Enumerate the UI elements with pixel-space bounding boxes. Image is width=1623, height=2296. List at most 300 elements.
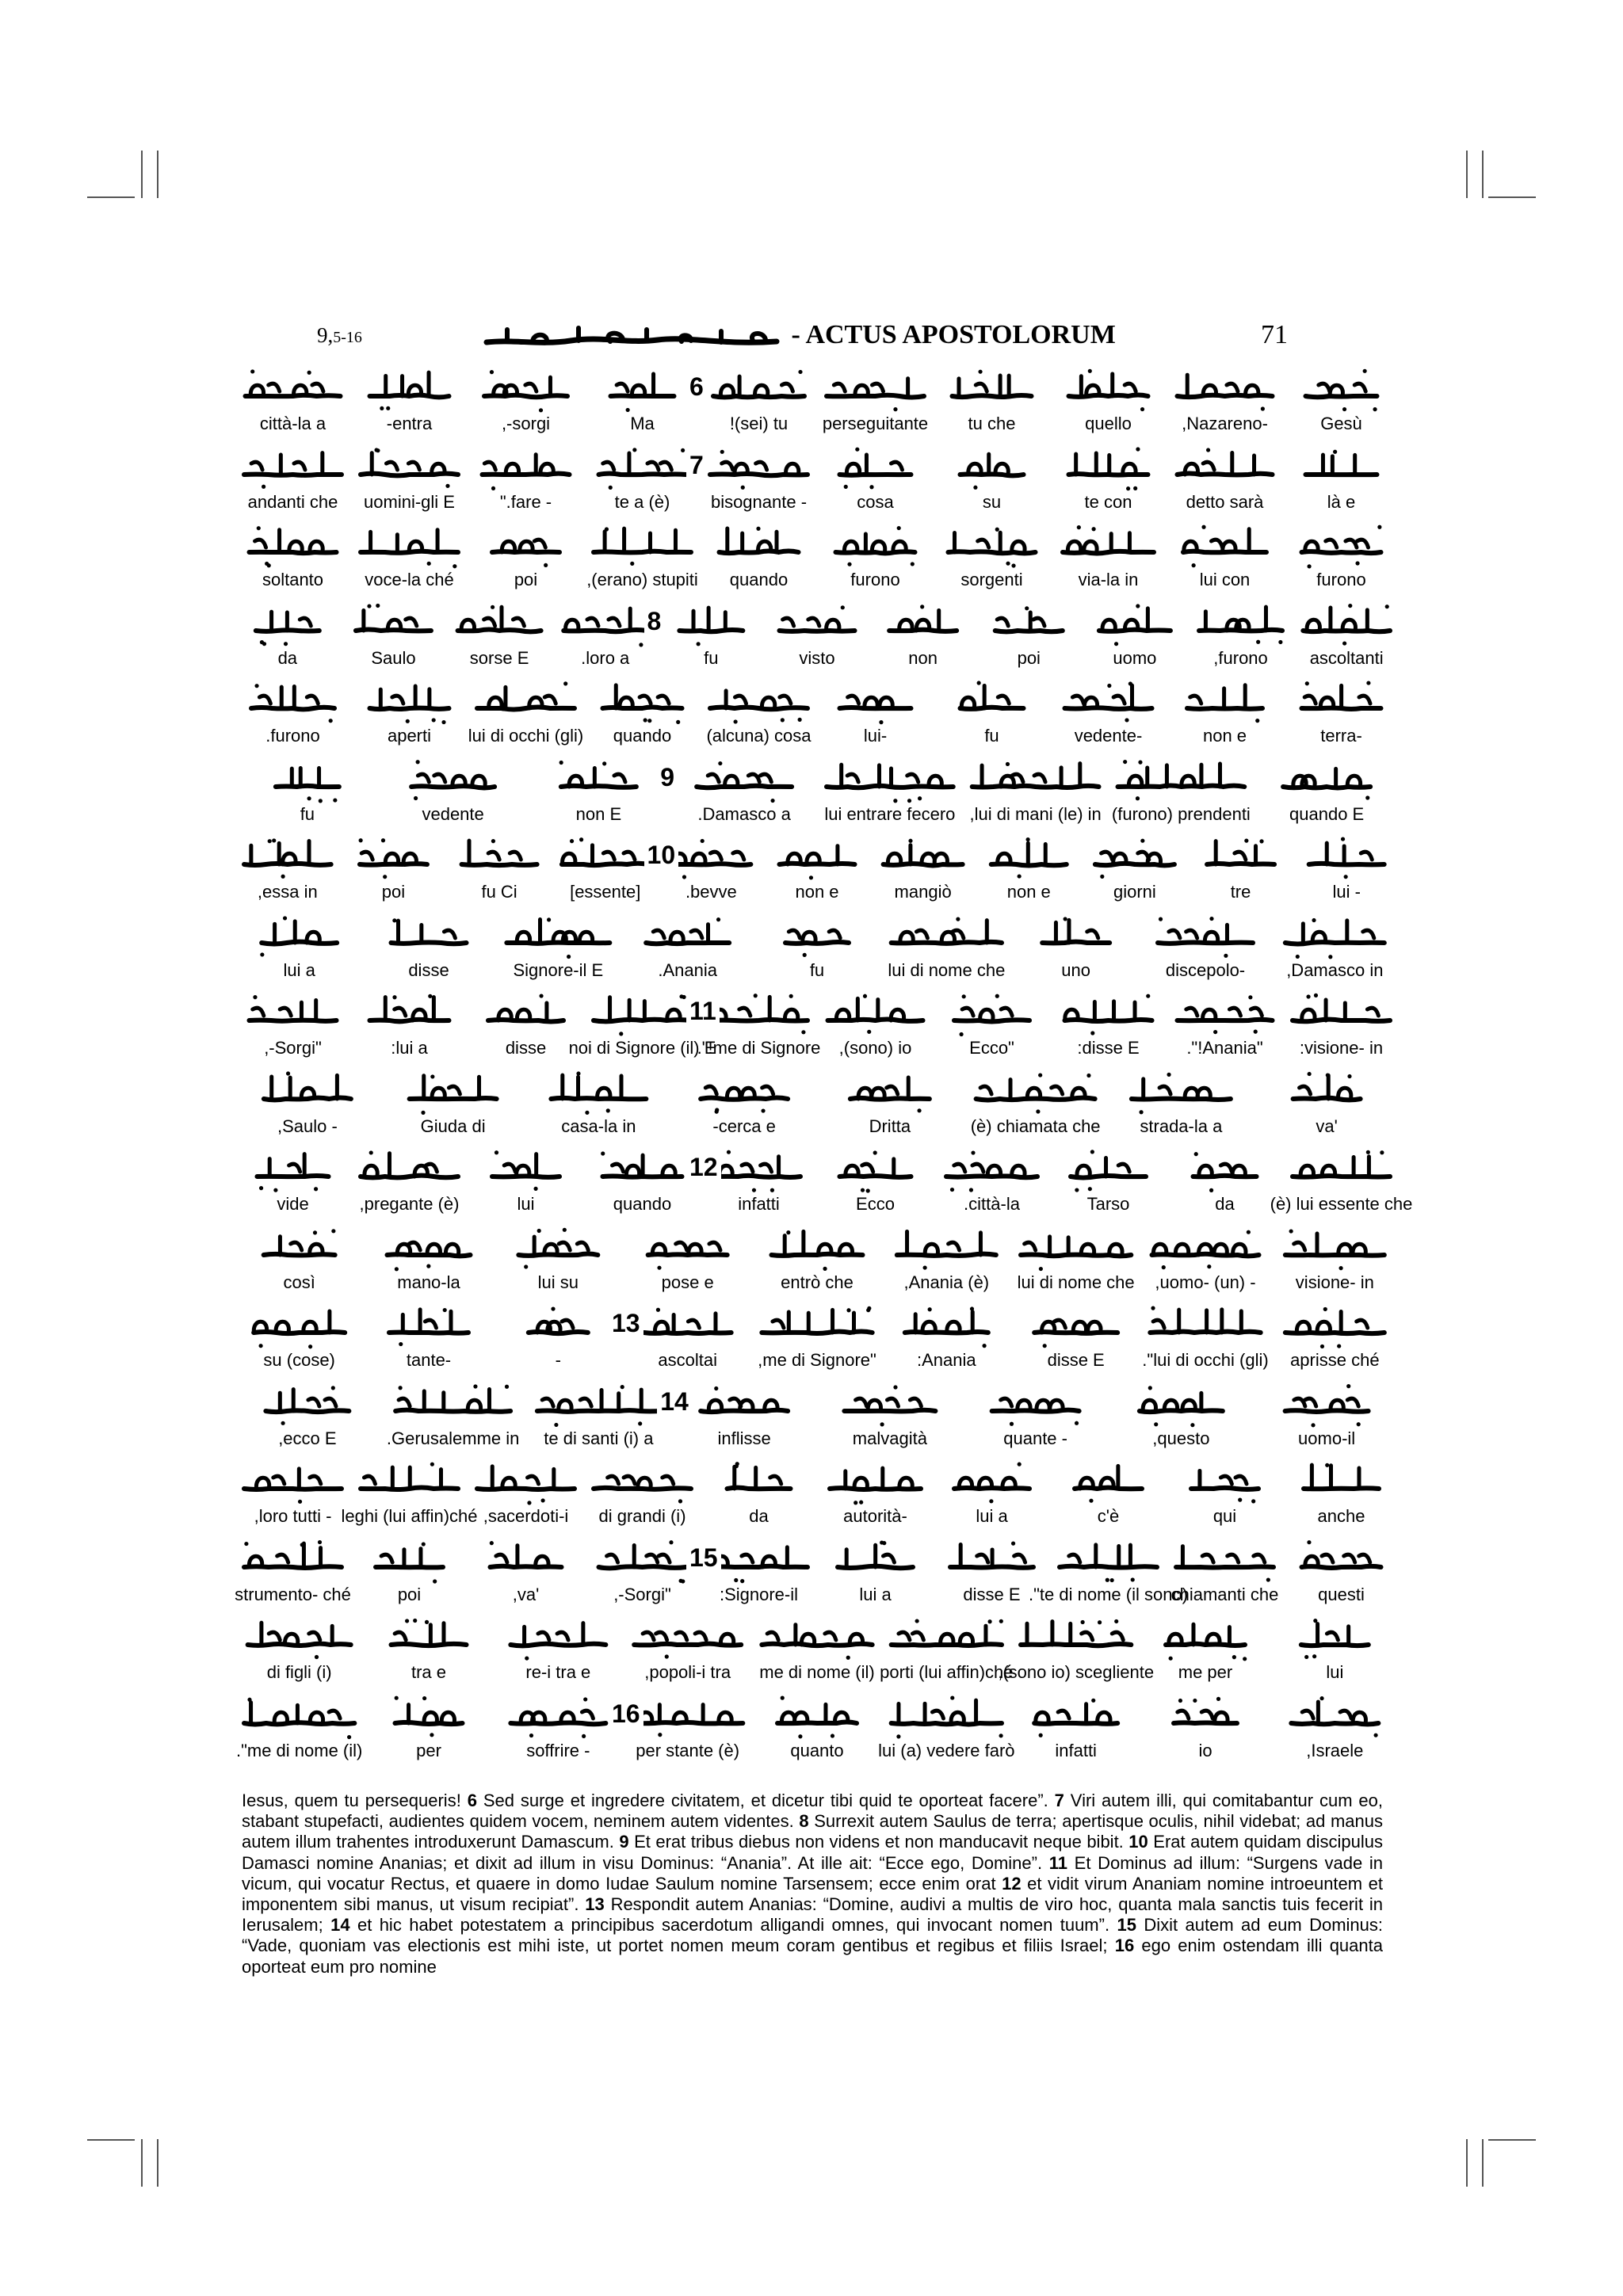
syriac-word xyxy=(828,994,923,1034)
word-gloss: ,loro tutti - xyxy=(254,1506,332,1526)
interlinear-line xyxy=(235,833,1400,911)
syriac-word xyxy=(391,1619,467,1646)
word-gloss: Signore-il E xyxy=(513,959,604,980)
word-gloss: !(sei) tu xyxy=(729,414,789,433)
syriac-word xyxy=(256,612,319,646)
syriac-word xyxy=(1301,1619,1369,1659)
word-gloss: anche xyxy=(1317,1506,1365,1526)
book-title xyxy=(483,320,1116,352)
syriac-word xyxy=(762,1306,872,1333)
syriac-script xyxy=(235,911,1400,960)
word-gloss: ,me di Signore" xyxy=(758,1350,876,1370)
syriac-word xyxy=(1285,917,1384,958)
running-header xyxy=(317,317,1304,364)
syriac-word xyxy=(836,526,915,566)
interlinear-line xyxy=(235,989,1400,1067)
latin-text-segment: ego enim ostendam illi quanta oporteat eum pro nomine xyxy=(242,1936,1383,1977)
word-gloss: porti (lui affin)ché xyxy=(880,1662,1014,1682)
italian-gloss-line xyxy=(235,1506,1400,1528)
word-gloss: lui- xyxy=(863,726,888,746)
interlinear-line xyxy=(235,1535,1400,1614)
syriac-word xyxy=(462,839,537,865)
word-gloss: visto xyxy=(799,647,835,668)
italian-gloss-line xyxy=(235,1116,1400,1138)
word-gloss: disse xyxy=(408,959,449,980)
word-gloss: ,pregante (è) xyxy=(359,1194,460,1214)
syriac-script xyxy=(235,677,1400,726)
word-gloss: lui entrare fecero xyxy=(824,803,956,824)
crop-mark xyxy=(1482,151,1484,198)
word-gloss: tre xyxy=(1230,882,1251,902)
italian-gloss-line xyxy=(235,960,1400,982)
verse-range: 5-16 xyxy=(333,329,362,346)
word-gloss: .Anania xyxy=(658,959,717,980)
word-gloss: vedente- xyxy=(1074,726,1143,746)
latin-verse-number: 12 xyxy=(1002,1873,1022,1894)
word-gloss: Giuda di xyxy=(420,1116,486,1136)
syriac-word xyxy=(244,1697,354,1738)
syriac-script xyxy=(235,989,1400,1038)
word-gloss: va' xyxy=(1316,1116,1338,1136)
crop-mark xyxy=(1482,2139,1484,2187)
word-gloss: lui con xyxy=(1199,570,1251,589)
syriac-line xyxy=(235,1379,1400,1428)
syriac-word xyxy=(1283,769,1370,799)
syriac-word xyxy=(1021,1619,1131,1646)
latin-verse-number: 6 xyxy=(467,1791,477,1810)
syriac-word xyxy=(1191,1470,1258,1503)
syriac-word xyxy=(599,1540,686,1583)
word-gloss: cosa xyxy=(857,491,894,512)
syriac-line xyxy=(235,1301,1400,1350)
syriac-line xyxy=(235,677,1400,726)
word-gloss: ,(sono io) scegliente xyxy=(998,1662,1155,1682)
syriac-word xyxy=(850,1077,930,1112)
syriac-word xyxy=(251,684,334,723)
syriac-script xyxy=(235,364,1400,414)
word-gloss: mano-la xyxy=(397,1272,460,1292)
crop-mark xyxy=(87,2139,135,2141)
syriac-word xyxy=(389,1308,468,1346)
syriac-word xyxy=(884,839,963,866)
syriac-word xyxy=(1306,369,1377,412)
syriac-word xyxy=(648,1242,727,1270)
italian-gloss-line xyxy=(235,648,1400,670)
word-gloss: ,-sorgi xyxy=(501,414,551,433)
syriac-line xyxy=(235,1535,1400,1585)
word-gloss: là e xyxy=(1327,491,1356,512)
chapter-number: 9, xyxy=(317,323,334,347)
word-gloss: strumento- ché xyxy=(235,1584,351,1604)
word-gloss: uomo xyxy=(1113,647,1157,668)
syriac-script xyxy=(235,1691,1400,1741)
syriac-word xyxy=(780,605,855,631)
word-gloss: furono xyxy=(1316,570,1366,589)
word-gloss: lui - xyxy=(1332,882,1361,902)
interlinear-line xyxy=(235,1223,1400,1302)
syriac-word xyxy=(594,994,691,1035)
verse-number: 6 xyxy=(686,372,707,402)
syriac-script xyxy=(235,521,1400,570)
word-gloss: sorse E xyxy=(469,647,529,668)
word-gloss: fu xyxy=(809,959,825,980)
syriac-line xyxy=(235,599,1400,648)
interlinear-line xyxy=(235,1145,1413,1223)
syriac-line xyxy=(235,1145,1400,1194)
syriac-word xyxy=(1199,607,1282,644)
interlinear-line xyxy=(235,1379,1400,1458)
word-gloss: poi xyxy=(397,1584,422,1604)
word-gloss: ."lui di occhi (gli) xyxy=(1142,1350,1269,1370)
word-gloss: strada-la a xyxy=(1140,1116,1223,1136)
syriac-word xyxy=(254,1311,345,1348)
word-gloss: tante- xyxy=(406,1350,452,1370)
syriac-word xyxy=(1140,1386,1223,1427)
word-gloss: aperti xyxy=(387,726,432,746)
verse-number: 11 xyxy=(686,997,720,1026)
word-gloss: ,-Sorgi" xyxy=(264,1038,322,1058)
syriac-word xyxy=(710,1547,808,1582)
syriac-word xyxy=(701,1386,788,1411)
word-gloss: visione- in xyxy=(1295,1272,1374,1292)
word-gloss: Dritta xyxy=(869,1116,911,1136)
italian-gloss-line xyxy=(235,726,1400,748)
syriac-word xyxy=(361,1150,458,1177)
word-gloss: giorni xyxy=(1113,882,1156,902)
syriac-word xyxy=(892,917,1002,943)
syriac-word xyxy=(671,839,750,879)
syriac-title-script xyxy=(483,322,785,352)
latin-text-segment: Viri autem illi, qui comitabantur cum eo, stabant stupefacti, audientes quidem vocem, neminem autem videntes. xyxy=(242,1791,1383,1832)
word-gloss: ,lui di mani (le) in xyxy=(969,803,1102,824)
verse-number: 16 xyxy=(609,1699,643,1729)
syriac-word xyxy=(827,379,924,411)
syriac-word xyxy=(244,838,331,878)
syriac-word xyxy=(710,449,808,489)
syriac-word xyxy=(1060,1544,1157,1581)
syriac-word xyxy=(559,760,636,787)
syriac-word xyxy=(477,1466,575,1505)
latin-text-segment: Dixit autem ad eum Dominus: “Vade, quoniam vas electionis est mihi iste, ut portet nomen meum coram gentibus et regibus et filiis Israel; xyxy=(242,1915,1383,1956)
syriac-script xyxy=(235,443,1400,492)
italian-gloss-line xyxy=(235,1741,1400,1763)
syriac-word xyxy=(603,685,682,724)
syriac-word xyxy=(537,1385,660,1427)
syriac-word xyxy=(1306,449,1377,474)
syriac-word xyxy=(361,1463,458,1489)
latin-text-segment: Et Dominus ad illum: “Surgens vade in vicum, qui vocatur Rectus, et quaere in domo Iudae Saulum nomine Tarsensem; ecce enim orat xyxy=(242,1852,1383,1894)
syriac-word xyxy=(710,691,808,724)
word-gloss: da xyxy=(1215,1194,1235,1214)
word-gloss: poi xyxy=(381,882,406,902)
latin-verse-number: 15 xyxy=(1117,1915,1136,1936)
word-gloss: Ecco" xyxy=(969,1038,1014,1058)
syriac-word xyxy=(599,448,686,490)
syriac-word xyxy=(376,1542,443,1583)
word-gloss: te con xyxy=(1084,491,1132,512)
syriac-word xyxy=(1302,1540,1381,1568)
word-gloss: su xyxy=(982,491,1002,512)
syriac-word xyxy=(950,1541,1033,1567)
word-gloss: malvagità xyxy=(852,1428,927,1448)
word-gloss: bisognante - xyxy=(710,491,808,512)
syriac-word xyxy=(1193,1152,1257,1192)
syriac-word xyxy=(1152,1230,1259,1269)
syriac-word xyxy=(246,369,341,396)
syriac-word xyxy=(490,1541,562,1567)
word-gloss: vide xyxy=(277,1194,309,1214)
word-gloss: uomo-il xyxy=(1298,1428,1356,1448)
word-gloss: fu xyxy=(984,726,999,746)
word-gloss: lui xyxy=(517,1194,535,1214)
interlinear-text xyxy=(235,364,1413,1769)
word-gloss: (furono) prendenti xyxy=(1111,803,1251,824)
word-gloss: :visione- in xyxy=(1299,1038,1384,1058)
word-gloss: noi di Signore (il) E xyxy=(568,1038,716,1058)
word-gloss: Ecco xyxy=(856,1194,895,1214)
syriac-word xyxy=(772,1230,863,1271)
interlinear-line xyxy=(235,364,1400,443)
crop-mark xyxy=(157,2139,158,2187)
syriac-word xyxy=(563,608,647,646)
syriac-line xyxy=(235,989,1400,1038)
word-gloss: lui su xyxy=(537,1272,579,1292)
syriac-line xyxy=(235,1067,1400,1116)
syriac-line xyxy=(235,521,1400,570)
word-gloss: ."!me di Signore xyxy=(697,1038,821,1058)
syriac-word xyxy=(551,1071,646,1115)
latin-verse-number: 14 xyxy=(330,1915,350,1936)
syriac-word xyxy=(260,916,337,956)
word-gloss: disse E xyxy=(963,1584,1021,1604)
word-gloss: ,sacerdoti-i xyxy=(483,1506,569,1526)
word-gloss: quello xyxy=(1085,414,1132,433)
syriac-word xyxy=(840,696,911,724)
interlinear-line xyxy=(235,1691,1400,1770)
syriac-word xyxy=(1176,1546,1274,1581)
word-gloss: disse E xyxy=(1047,1350,1105,1370)
word-gloss: .Gerusalemme in xyxy=(386,1428,520,1448)
syriac-word xyxy=(1285,1229,1384,1270)
syriac-word xyxy=(1285,1307,1384,1348)
word-gloss: quando xyxy=(613,726,672,746)
syriac-word xyxy=(827,765,953,803)
word-gloss: chiamanti che xyxy=(1170,1584,1279,1604)
syriac-word xyxy=(276,768,339,803)
syriac-word xyxy=(1063,525,1154,553)
word-gloss: .città-la xyxy=(964,1194,1020,1214)
word-gloss: terra- xyxy=(1320,726,1362,746)
word-gloss: da xyxy=(749,1506,769,1526)
word-gloss: quando E xyxy=(1289,803,1365,824)
verse-number: 8 xyxy=(644,607,665,636)
syriac-script xyxy=(235,833,1400,882)
page-number: 71 xyxy=(1261,320,1288,349)
syriac-word xyxy=(1303,603,1390,645)
syriac-word xyxy=(488,994,563,1021)
italian-gloss-line xyxy=(235,1585,1400,1607)
word-gloss: mangiò xyxy=(894,882,952,902)
syriac-word xyxy=(1178,448,1273,475)
syriac-word xyxy=(892,1695,1003,1738)
syriac-line xyxy=(235,833,1400,882)
word-gloss: .loro a xyxy=(581,647,630,668)
word-gloss: :lui a xyxy=(391,1038,428,1058)
syriac-word xyxy=(840,447,911,489)
syriac-word xyxy=(594,527,691,566)
word-gloss: te a (è) xyxy=(614,491,670,512)
word-gloss: inflisse xyxy=(717,1428,771,1448)
latin-text-segment: Respondit autem Ananias: “Domine, audivi a multis de viro hoc, quanta mala sanctis tuis fecerit in Ierusalem; xyxy=(242,1894,1383,1936)
word-gloss: discepolo- xyxy=(1165,959,1246,980)
syriac-word xyxy=(960,454,1024,490)
syriac-word xyxy=(611,374,674,412)
syriac-script xyxy=(235,1067,1400,1116)
syriac-word xyxy=(370,372,449,410)
word-gloss: ,Saulo - xyxy=(277,1116,338,1136)
word-gloss: Tarso xyxy=(1086,1194,1130,1214)
word-gloss: entrò che xyxy=(781,1272,854,1292)
syriac-word xyxy=(762,1625,872,1660)
latin-verse-number: 8 xyxy=(799,1811,809,1832)
latin-text-segment: Sed surge et ingredere civitatem, et dicetur tibi quid te oporteat facere”. xyxy=(476,1791,1055,1810)
word-gloss: (alcuna) cosa xyxy=(706,726,812,746)
syriac-line xyxy=(235,364,1400,414)
syriac-word xyxy=(838,1540,913,1568)
syriac-script xyxy=(235,599,1400,648)
syriac-word xyxy=(1293,1150,1390,1177)
word-gloss: non xyxy=(908,647,938,668)
word-gloss: vedente xyxy=(422,803,484,824)
syriac-word xyxy=(370,994,449,1022)
word-gloss: .bevve xyxy=(685,882,737,902)
word-gloss: fu xyxy=(300,803,315,824)
syriac-word xyxy=(646,917,729,944)
word-gloss: ,uomo- (un) - xyxy=(1155,1272,1256,1292)
syriac-script xyxy=(235,1301,1400,1350)
syriac-word xyxy=(529,1306,588,1333)
syriac-word xyxy=(1207,839,1274,864)
syriac-word xyxy=(1178,995,1273,1034)
syriac-word xyxy=(1065,681,1152,722)
interlinear-line xyxy=(235,755,1400,833)
syriac-word xyxy=(483,454,570,490)
word-gloss: per xyxy=(416,1740,441,1760)
crop-mark xyxy=(87,196,135,198)
word-gloss: quando xyxy=(729,570,789,589)
interlinear-line xyxy=(235,1067,1400,1146)
syriac-word xyxy=(995,606,1063,631)
word-gloss: lui di nome che xyxy=(888,959,1006,980)
word-gloss: sorgenti xyxy=(960,570,1023,589)
syriac-word xyxy=(510,1697,605,1738)
italian-gloss-line xyxy=(235,1428,1400,1451)
word-gloss: lui xyxy=(1326,1662,1344,1682)
word-gloss: disse xyxy=(505,1038,547,1058)
syriac-word xyxy=(632,1704,743,1737)
word-gloss: così xyxy=(283,1272,315,1292)
crop-mark xyxy=(1488,2139,1536,2141)
word-gloss: aprisse ché xyxy=(1290,1350,1380,1370)
syriac-word xyxy=(388,1242,471,1271)
italian-gloss-line xyxy=(235,414,1400,436)
syriac-word xyxy=(258,1154,329,1192)
syriac-word xyxy=(844,1385,935,1426)
syriac-word xyxy=(1118,759,1245,799)
syriac-word xyxy=(992,1398,1079,1426)
word-gloss: ,Israele xyxy=(1306,1740,1364,1760)
syriac-word xyxy=(510,1623,605,1661)
syriac-word xyxy=(1158,916,1253,957)
syriac-script xyxy=(235,755,1400,804)
word-gloss: quando xyxy=(613,1194,672,1214)
word-gloss: lui a xyxy=(976,1506,1008,1526)
syriac-word xyxy=(701,1086,788,1114)
syriac-line xyxy=(235,1457,1400,1506)
syriac-word xyxy=(594,1476,691,1503)
syriac-word xyxy=(1187,685,1262,723)
italian-gloss-line xyxy=(235,1662,1400,1684)
syriac-word xyxy=(562,837,649,865)
syriac-word xyxy=(1166,1624,1247,1661)
verse-number: 12 xyxy=(686,1153,721,1182)
syriac-word xyxy=(1302,525,1382,569)
interlinear-line xyxy=(235,599,1400,677)
syriac-word xyxy=(1293,994,1390,1022)
syriac-word xyxy=(1042,917,1109,943)
word-gloss: c'è xyxy=(1097,1506,1120,1526)
word-gloss: ascoltai xyxy=(658,1350,717,1370)
verse-number: 15 xyxy=(686,1543,721,1573)
syriac-word xyxy=(905,1306,988,1348)
syriac-word xyxy=(717,1150,800,1192)
syriac-word xyxy=(1071,1150,1146,1192)
word-gloss: quanto xyxy=(790,1740,844,1760)
word-gloss: ,Damasco in xyxy=(1286,959,1384,980)
word-gloss: ,-Sorgi" xyxy=(613,1584,671,1604)
syriac-word xyxy=(506,917,609,959)
italian-gloss-line xyxy=(235,1350,1400,1372)
word-gloss: pose e xyxy=(661,1272,714,1292)
word-gloss: poi xyxy=(514,570,538,589)
word-gloss: leghi (lui affin)ché xyxy=(341,1506,478,1526)
syriac-word xyxy=(1183,525,1266,568)
syriac-line xyxy=(235,1613,1400,1662)
word-gloss: uno xyxy=(1061,959,1091,980)
word-gloss: infatti xyxy=(1055,1740,1097,1760)
syriac-word xyxy=(518,1227,598,1268)
word-gloss: io xyxy=(1198,1740,1212,1760)
word-gloss: .furono xyxy=(265,726,320,746)
word-gloss: :Signore-il xyxy=(719,1584,799,1604)
latin-verse-number: 9 xyxy=(619,1832,629,1852)
syriac-word xyxy=(1069,447,1148,490)
word-gloss: :Anania xyxy=(917,1350,976,1370)
interlinear-line xyxy=(235,911,1400,990)
word-gloss: lui di nome che xyxy=(1017,1272,1135,1292)
syriac-word xyxy=(972,761,1099,787)
word-gloss: me per xyxy=(1178,1662,1233,1682)
syriac-word xyxy=(356,603,431,630)
word-gloss: ,(sono) io xyxy=(838,1038,912,1058)
word-gloss: Ma xyxy=(630,414,655,433)
word-gloss: di grandi (i) xyxy=(598,1506,686,1526)
italian-gloss-line xyxy=(235,1194,1413,1216)
syriac-word xyxy=(250,995,337,1021)
word-gloss: lui a xyxy=(859,1584,892,1604)
word-gloss: non e xyxy=(1202,726,1247,746)
word-gloss: ."!Anania" xyxy=(1186,1038,1263,1058)
